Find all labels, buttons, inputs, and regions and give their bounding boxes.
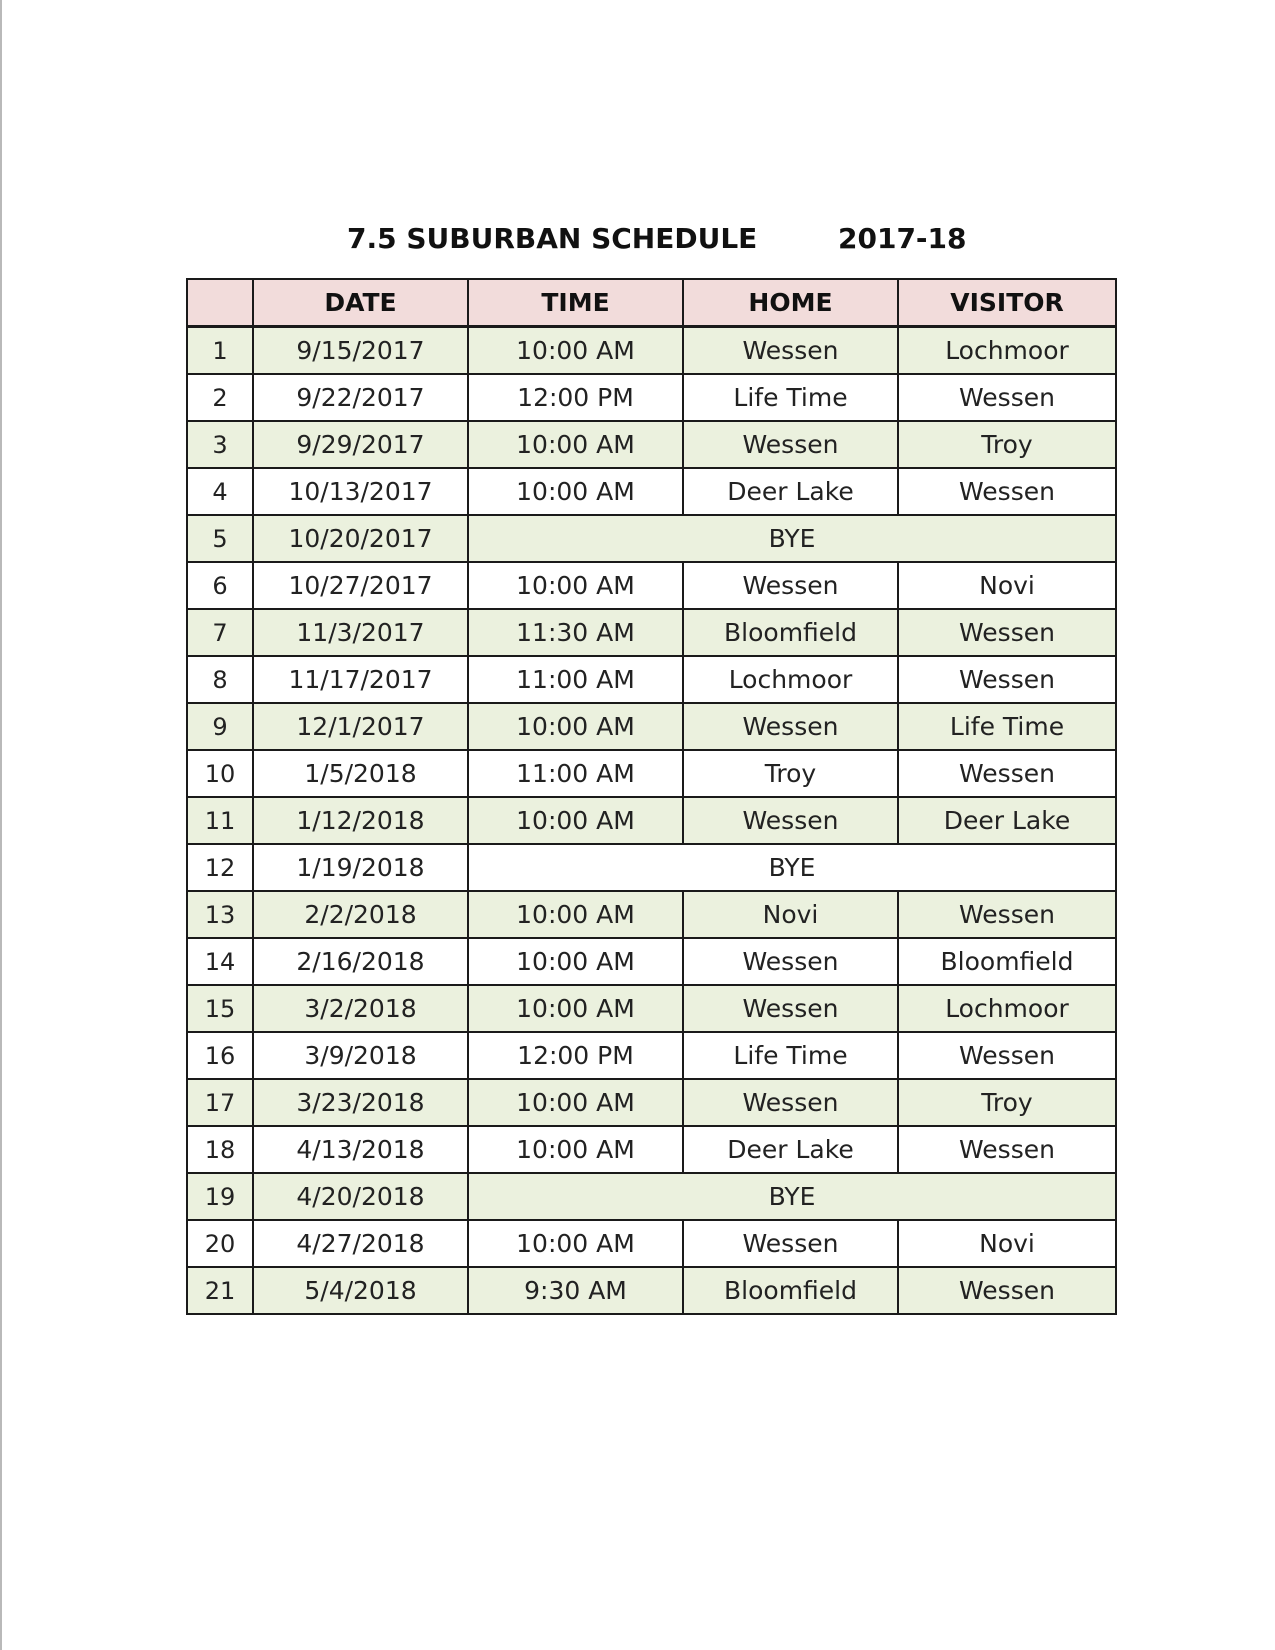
row-date: 4/13/2018 <box>253 1126 468 1173</box>
row-visitor: Wessen <box>898 891 1116 938</box>
row-date: 12/1/2017 <box>253 703 468 750</box>
row-time: 11:30 AM <box>468 609 683 656</box>
row-date: 10/20/2017 <box>253 515 468 562</box>
row-home: Deer Lake <box>683 1126 898 1173</box>
table-row <box>187 750 1116 797</box>
row-bye: BYE <box>468 515 1116 562</box>
row-number: 20 <box>187 1220 253 1267</box>
header-time: TIME <box>468 279 683 327</box>
row-number: 2 <box>187 374 253 421</box>
row-number: 5 <box>187 515 253 562</box>
row-time: 12:00 PM <box>468 1032 683 1079</box>
row-home: Novi <box>683 891 898 938</box>
row-visitor: Wessen <box>898 468 1116 515</box>
table-row <box>187 327 1116 375</box>
row-number: 1 <box>187 327 253 375</box>
row-time: 10:00 AM <box>468 703 683 750</box>
header-row <box>187 279 1116 327</box>
table-row <box>187 985 1116 1032</box>
table-row <box>187 938 1116 985</box>
table-row <box>187 656 1116 703</box>
table-row <box>187 1126 1116 1173</box>
row-time: 10:00 AM <box>468 797 683 844</box>
row-number: 19 <box>187 1173 253 1220</box>
row-time: 10:00 AM <box>468 421 683 468</box>
season-label: 2017-18 <box>838 222 967 255</box>
row-visitor: Troy <box>898 421 1116 468</box>
row-number: 4 <box>187 468 253 515</box>
row-date: 4/27/2018 <box>253 1220 468 1267</box>
row-number: 18 <box>187 1126 253 1173</box>
row-date: 1/12/2018 <box>253 797 468 844</box>
header-date: DATE <box>253 279 468 327</box>
row-home: Lochmoor <box>683 656 898 703</box>
row-time: 11:00 AM <box>468 656 683 703</box>
row-time: 9:30 AM <box>468 1267 683 1314</box>
row-visitor: Life Time <box>898 703 1116 750</box>
row-visitor: Novi <box>898 562 1116 609</box>
header-home: HOME <box>683 279 898 327</box>
row-number: 7 <box>187 609 253 656</box>
page-left-edge <box>0 0 2 1650</box>
row-home: Wessen <box>683 985 898 1032</box>
row-time: 10:00 AM <box>468 938 683 985</box>
row-home: Troy <box>683 750 898 797</box>
row-number: 10 <box>187 750 253 797</box>
row-home: Bloomfield <box>683 1267 898 1314</box>
row-date: 9/15/2017 <box>253 327 468 375</box>
row-time: 11:00 AM <box>468 750 683 797</box>
table-row <box>187 374 1116 421</box>
row-date: 11/17/2017 <box>253 656 468 703</box>
table-row <box>187 468 1116 515</box>
row-number: 17 <box>187 1079 253 1126</box>
row-time: 12:00 PM <box>468 374 683 421</box>
row-time: 10:00 AM <box>468 562 683 609</box>
row-number: 3 <box>187 421 253 468</box>
row-bye: BYE <box>468 844 1116 891</box>
row-date: 3/9/2018 <box>253 1032 468 1079</box>
row-home: Wessen <box>683 797 898 844</box>
table-row <box>187 421 1116 468</box>
row-home: Life Time <box>683 374 898 421</box>
row-date: 5/4/2018 <box>253 1267 468 1314</box>
table-row <box>187 1173 1116 1220</box>
table-row <box>187 1220 1116 1267</box>
page-title: 7.5 SUBURBAN SCHEDULE <box>347 222 758 255</box>
row-number: 12 <box>187 844 253 891</box>
row-date: 9/29/2017 <box>253 421 468 468</box>
row-home: Bloomfield <box>683 609 898 656</box>
table-row <box>187 844 1116 891</box>
table-row <box>187 1267 1116 1314</box>
table-row <box>187 562 1116 609</box>
row-time: 10:00 AM <box>468 1220 683 1267</box>
row-home: Wessen <box>683 1079 898 1126</box>
row-date: 11/3/2017 <box>253 609 468 656</box>
row-home: Wessen <box>683 703 898 750</box>
row-visitor: Wessen <box>898 656 1116 703</box>
row-number: 8 <box>187 656 253 703</box>
row-home: Deer Lake <box>683 468 898 515</box>
table-header <box>187 279 1116 327</box>
row-date: 3/2/2018 <box>253 985 468 1032</box>
row-home: Wessen <box>683 327 898 375</box>
row-date: 3/23/2018 <box>253 1079 468 1126</box>
row-home: Wessen <box>683 938 898 985</box>
row-time: 10:00 AM <box>468 985 683 1032</box>
row-time: 10:00 AM <box>468 468 683 515</box>
row-visitor: Novi <box>898 1220 1116 1267</box>
row-visitor: Wessen <box>898 1032 1116 1079</box>
row-visitor: Lochmoor <box>898 327 1116 375</box>
row-date: 1/19/2018 <box>253 844 468 891</box>
row-time: 10:00 AM <box>468 891 683 938</box>
row-number: 15 <box>187 985 253 1032</box>
table-row <box>187 1079 1116 1126</box>
table-row <box>187 891 1116 938</box>
row-date: 10/27/2017 <box>253 562 468 609</box>
row-number: 6 <box>187 562 253 609</box>
table-row <box>187 797 1116 844</box>
row-visitor: Wessen <box>898 1126 1116 1173</box>
header-number <box>187 279 253 327</box>
row-date: 1/5/2018 <box>253 750 468 797</box>
row-date: 2/16/2018 <box>253 938 468 985</box>
row-time: 10:00 AM <box>468 1079 683 1126</box>
row-visitor: Wessen <box>898 1267 1116 1314</box>
table-row <box>187 515 1116 562</box>
row-visitor: Wessen <box>898 750 1116 797</box>
row-date: 2/2/2018 <box>253 891 468 938</box>
row-home: Wessen <box>683 1220 898 1267</box>
row-date: 9/22/2017 <box>253 374 468 421</box>
row-visitor: Wessen <box>898 609 1116 656</box>
row-bye: BYE <box>468 1173 1116 1220</box>
row-date: 4/20/2018 <box>253 1173 468 1220</box>
row-time: 10:00 AM <box>468 1126 683 1173</box>
table-row <box>187 1032 1116 1079</box>
row-number: 16 <box>187 1032 253 1079</box>
row-visitor: Deer Lake <box>898 797 1116 844</box>
table-body <box>187 327 1116 1315</box>
row-number: 13 <box>187 891 253 938</box>
row-home: Life Time <box>683 1032 898 1079</box>
row-number: 9 <box>187 703 253 750</box>
row-home: Wessen <box>683 562 898 609</box>
row-visitor: Bloomfield <box>898 938 1116 985</box>
schedule-table <box>186 278 1117 1315</box>
header-visitor: VISITOR <box>898 279 1116 327</box>
row-visitor: Lochmoor <box>898 985 1116 1032</box>
row-visitor: Wessen <box>898 374 1116 421</box>
row-number: 21 <box>187 1267 253 1314</box>
row-time: 10:00 AM <box>468 327 683 375</box>
row-number: 11 <box>187 797 253 844</box>
row-number: 14 <box>187 938 253 985</box>
table-row <box>187 703 1116 750</box>
row-visitor: Troy <box>898 1079 1116 1126</box>
row-date: 10/13/2017 <box>253 468 468 515</box>
row-home: Wessen <box>683 421 898 468</box>
table-row <box>187 609 1116 656</box>
